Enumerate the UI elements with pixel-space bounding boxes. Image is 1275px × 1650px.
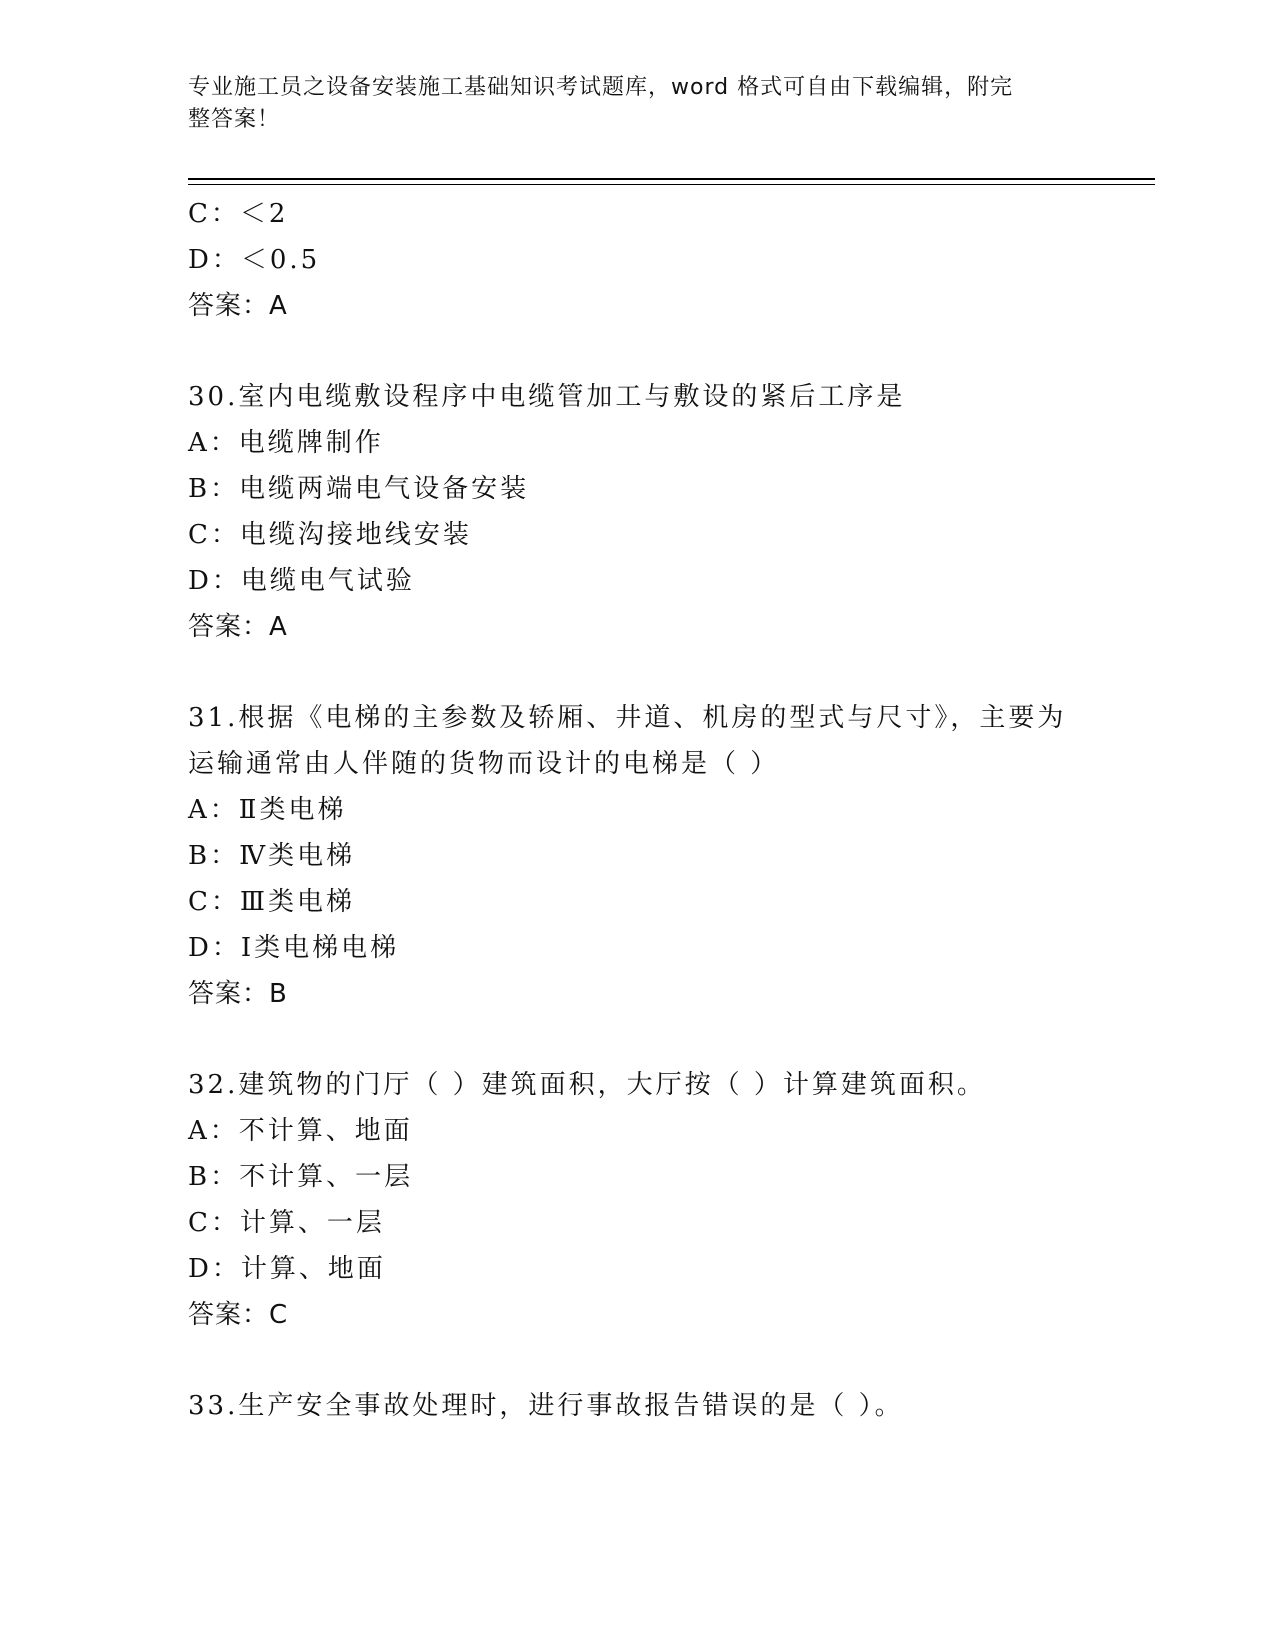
- option-c: C：电缆沟接地线安装: [188, 520, 472, 550]
- spacer: [188, 650, 1068, 695]
- option-b: B：不计算、一层: [188, 1162, 414, 1192]
- answer-line: 答案：A: [188, 612, 288, 642]
- answer-line: 答案：B: [188, 979, 288, 1009]
- question-33: [188, 1383, 1068, 1429]
- option-d: D：计算、地面: [188, 1254, 386, 1284]
- answer-line: 答案：A: [188, 291, 288, 321]
- header-divider-thin: [188, 184, 1155, 185]
- option-c: C：计算、一层: [188, 1208, 385, 1238]
- option-a: A：不计算、地面: [188, 1116, 413, 1146]
- question-text: 30.室内电缆敷设程序中电缆管加工与敷设的紧后工序是: [188, 382, 906, 412]
- spacer: [188, 1338, 1068, 1383]
- question-list: [188, 191, 1068, 1429]
- option-d: D：Ⅰ类电梯电梯: [188, 933, 400, 963]
- answer-line: 答案：C: [188, 1300, 289, 1330]
- question-text: 32.建筑物的门厅（ ）建筑面积，大厅按（ ）计算建筑面积。: [188, 1070, 986, 1100]
- option-c: C：Ⅲ类电梯: [188, 887, 355, 917]
- option-d: D：电缆电气试验: [188, 566, 415, 596]
- spacer: [188, 1017, 1068, 1062]
- document-header: [188, 72, 1088, 136]
- question-32: [188, 1062, 1068, 1338]
- previous-question-tail: [188, 191, 1068, 329]
- question-text-line-2: 运输通常由人伴随的货物而设计的电梯是（ ）: [188, 749, 780, 779]
- option-d: D：＜0.5: [188, 245, 321, 275]
- question-text-line-1: 31.根据《电梯的主参数及轿厢、井道、机房的型式与尺寸》，主要为: [188, 703, 1067, 733]
- option-a: A：Ⅱ类电梯: [188, 795, 347, 825]
- header-line-1: 专业施工员之设备安装施工基础知识考试题库，word 格式可自由下载编辑，附完: [188, 75, 1014, 100]
- option-c: C：＜2: [188, 199, 289, 229]
- option-a: A：电缆牌制作: [188, 428, 384, 458]
- header-divider-thick: [188, 178, 1155, 180]
- spacer: [188, 329, 1068, 374]
- option-b: B：电缆两端电气设备安装: [188, 474, 530, 504]
- question-31: [188, 695, 1068, 1017]
- question-30: [188, 374, 1068, 650]
- question-text: 33.生产安全事故处理时，进行事故报告错误的是（ ）。: [188, 1391, 904, 1421]
- option-b: B：Ⅳ类电梯: [188, 841, 356, 871]
- header-line-2: 整答案！: [188, 107, 281, 132]
